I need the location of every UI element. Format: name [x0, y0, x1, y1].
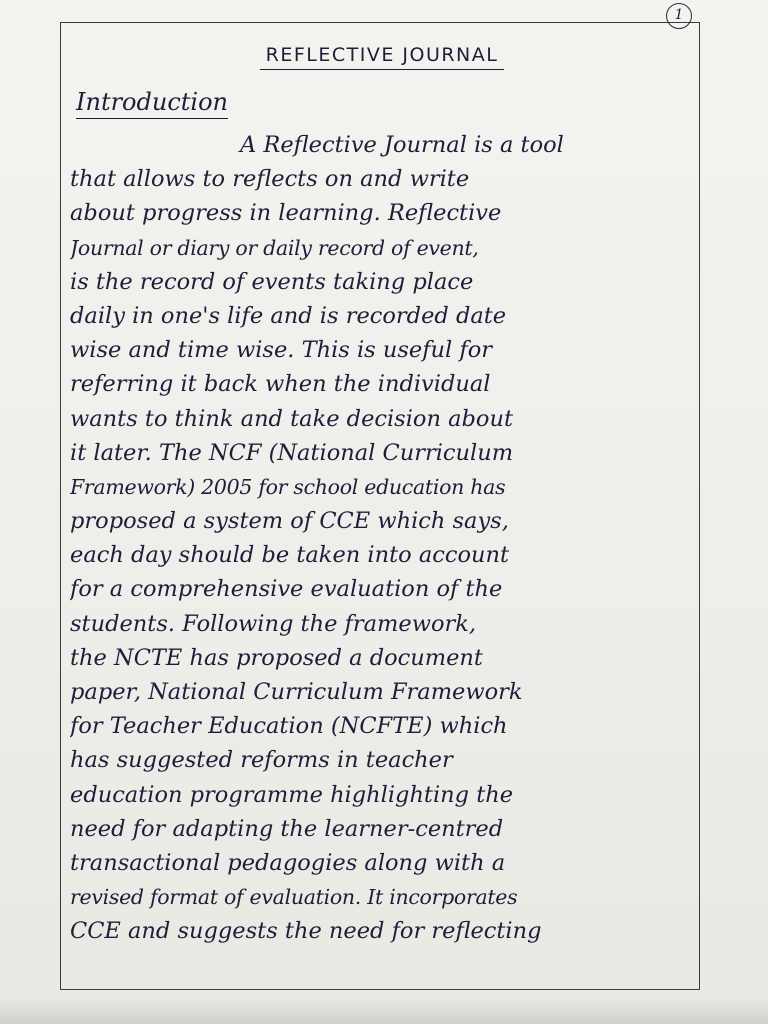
page-title-text: REFLECTIVE JOURNAL	[260, 44, 505, 70]
text-line: A Reflective Journal is a tool	[240, 132, 564, 158]
text-line: education programme highlighting the	[70, 781, 514, 808]
text-line: daily in one's life and is recorded date	[70, 302, 507, 329]
text-line: it later. The NCF (National Curriculum	[70, 439, 514, 466]
text-line: Journal or diary or daily record of event,	[70, 235, 479, 260]
text-line: need for adapting the learner-centred	[70, 815, 504, 842]
text-line: for Teacher Education (NCFTE) which	[70, 713, 508, 740]
section-heading: Introduction	[76, 88, 228, 119]
text-line: the NCTE has proposed a document	[70, 644, 483, 671]
page-number: 1	[666, 3, 692, 29]
text-line: revised format of evaluation. It incorporates	[70, 885, 518, 910]
text-line: that allows to reflects on and write	[70, 166, 470, 193]
text-line: wise and time wise. This is useful for	[70, 337, 493, 364]
text-line: is the record of events taking place	[70, 268, 474, 295]
page-title	[0, 44, 768, 70]
text-line: paper, National Curriculum Framework	[70, 679, 523, 705]
text-line: referring it back when the individual	[70, 371, 491, 398]
text-line: students. Following the framework,	[70, 610, 477, 637]
text-line: CCE and suggests the need for reflecting	[70, 918, 542, 945]
text-line: each day should be taken into account	[70, 542, 510, 569]
text-line: proposed a system of CCE which says,	[70, 508, 509, 535]
text-line: has suggested reforms in teacher	[70, 747, 453, 774]
text-line: transactional pedagogies along with a	[70, 849, 506, 876]
text-line: wants to think and take decision about	[70, 405, 514, 432]
text-line: for a comprehensive evaluation of the	[70, 576, 503, 603]
text-line: Framework) 2005 for school education has	[70, 474, 506, 499]
handwritten-paragraph	[70, 128, 698, 949]
text-line: about progress in learning. Reflective	[70, 200, 502, 227]
